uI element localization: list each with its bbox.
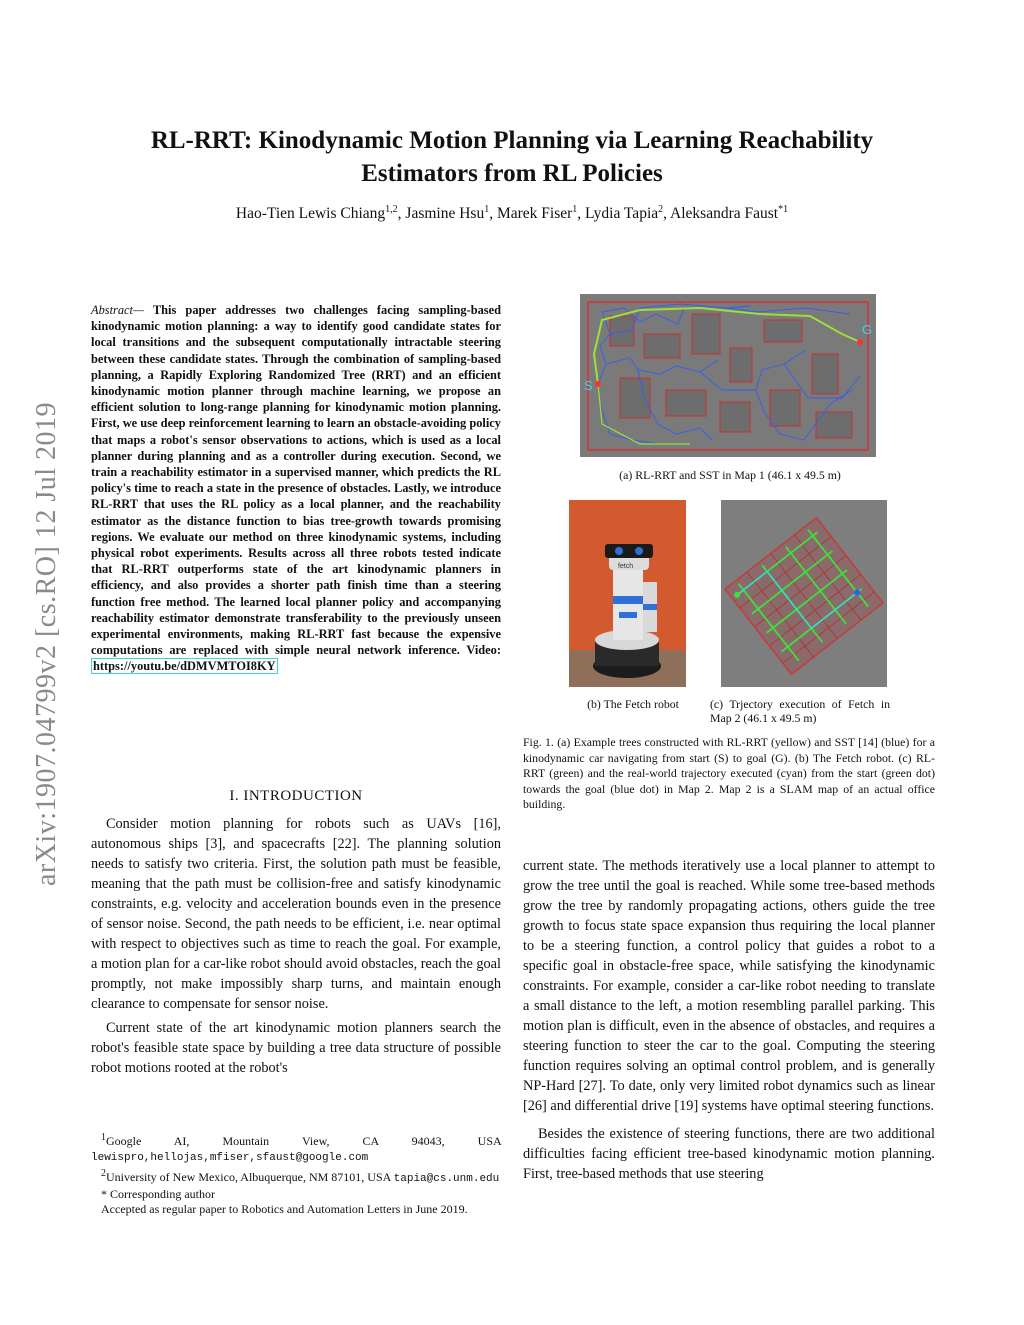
robot-brand-label: fetch	[618, 563, 634, 570]
map1-image	[580, 294, 876, 457]
author: Jasmine Hsu	[405, 205, 485, 223]
figure-c-map2	[721, 500, 887, 687]
footnote-mark: 2	[101, 1168, 106, 1179]
paragraph: Current state of the art kinodynamic motion planners search the robot's feasible state space by building a tree data structure of possible robot motions rooted at the robot's	[91, 1020, 501, 1076]
author-affiliation: *1	[778, 204, 789, 215]
footnote-corresponding: * Corresponding author	[101, 1187, 215, 1201]
abstract-label: Abstract	[91, 303, 133, 317]
figure-caption: Fig. 1. (a) Example trees constructed with RL-RRT (yellow) and SST [14] (blue) for a kinodynamic car navigating from start (S) to goal (G). (b) The Fetch robot. (c) RL-RRT (green) and the real-world trajectory executed (cyan) from the start (green dot) towards the goal (blue dot) in Map 2. Map 2 is a SLAM map of an actual office building.	[523, 735, 935, 811]
footnote-affiliation: University of New Mexico, Albuquerque, NM 87101, USA	[106, 1170, 391, 1184]
section-heading: I. INTRODUCTION	[229, 788, 363, 804]
author: Marek Fiser	[496, 205, 573, 223]
author-affiliation: 2	[658, 204, 664, 215]
figure-b-robot-photo	[569, 500, 686, 687]
fetch-robot-image	[569, 500, 686, 687]
footnote-affiliation: Google AI, Mountain View, CA 94043, USA	[106, 1134, 501, 1148]
video-link[interactable]: https://youtu.be/dDMVMTOI8KY	[93, 659, 276, 674]
author-affiliation: 1	[484, 204, 490, 215]
arxiv-identifier: arXiv:1907.04799v2 [cs.RO] 12 Jul 2019	[31, 401, 62, 887]
paragraph: current state. The methods iteratively use a local planner to attempt to grow the tree until the goal is reached. While some tree-based methods grow the tree by randomly propagating actions, others guide the tree growth to focus state space expansion thus requiring the local planner to be a steering function, a control policy that guides a robot to a specific goal in obstacle-free space, while satisfying the kinodynamic constraints. For example, consider a car-like robot needing to translate a small distance to the left, a motion resembling parallel parking. This motion plan is difficult, even in the absence of obstacles, and requires a steering function to steer the car to the goal. Computing the steering function requires solving an optimal control problem, and is generally NP-Hard [27]. To date, only very limited robot dynamics such as linear [26] and differential drive [19] systems have optimal steering functions.	[523, 858, 935, 1114]
paragraph: Besides the existence of steering functions, there are two additional difficulties facing efficient tree-based kinodynamic motion planning. First, tree-based methods that use steering	[523, 1126, 935, 1182]
paragraph: Consider motion planning for robots such as UAVs [16], autonomous ships [3], and spacecrafts [22]. The planning solution needs to satisfy two criteria. First, the solution path must be feasible, meaning that the path must be collision-free and satisfy kinodynamic constraints, e.g. velocity and acceleration bounds even in the presence of sensor noise. Second, the path needs to be efficient, i.e. near optimal with respect to objectives such as time to reach the goal. For example, a motion plan for a car-like robot should avoid obstacles, reach the goal promptly, not make impossibly sharp turns, and maintain enough clearance to compensate for sensor noise.	[91, 816, 501, 1012]
author: Lydia Tapia	[585, 205, 659, 223]
subcaption-a: (a) RL-RRT and SST in Map 1 (46.1 x 49.5 m)	[619, 468, 841, 482]
abstract: Abstract— This paper addresses two challenges facing sampling-based kinodynamic motion planning: a way to identify good candidate states for local transitions and the subsequent computationally intractable steering between these candidate states. Through the combination of sampling-based planning, a Rapidly Exploring Randomized Tree (RRT) and an efficient kinodynamic motion planner through machine learning, we propose an efficient solution to long-range planning for kinodynamic motion planning. First, we use deep reinforcement learning to learn an obstacle-avoiding policy that maps a robot's sensor observations to actions, which is used as a local planner during planning and as a controller during execution. Second, we train a reachability estimator in a supervised manner, which predicts the RL policy's time to reach a state in the presence of obstacles. Lastly, we introduce RL-RRT that uses the RL policy as a local planner, and the reachability estimator as the distance function to bias tree-growth towards promising regions. We evaluate our method on three kinodynamic systems, including physical robot experiments. Results across all three robots tested indicate that RL-RRT outperforms state of the art kinodynamic planners in efficiency, and also provides a shorter path finish time than a steering function free method. The learned local planner policy and accompanying reachability estimator demonstrate transferability to the previously unseen experimental environments, making RL-RRT fast because the expensive computations are replaced with simple neural network inference. Video: https://youtu.be/dDMVMTOI8KY	[91, 303, 501, 674]
start-label: S	[584, 378, 593, 393]
goal-label: G	[862, 322, 873, 337]
intro-left-column	[91, 814, 501, 1078]
footnote-email: tapia@cs.unm.edu	[393, 1173, 500, 1185]
author-affiliation: 1,2	[385, 204, 398, 215]
intro-right-column	[523, 856, 935, 1184]
map2-image	[721, 500, 887, 687]
footnotes	[91, 1130, 501, 1217]
author-affiliation: 1	[572, 204, 578, 215]
subcaption-c: (c) Trjectory execution of Fetch in Map 2 (46.1 x 49.5 m)	[710, 697, 890, 725]
footnote-accepted: Accepted as regular paper to Robotics and Automation Letters in June 2019.	[101, 1202, 468, 1216]
abstract-text: This paper addresses two challenges facing sampling-based kinodynamic motion planning: a way to identify good candidate states for local transitions and the subsequent computationally intractable steering between these candidate states. Through the combination of sampling-based planning, a Rapidly Exploring Randomized Tree (RRT) and an efficient kinodynamic motion planner through machine learning, we propose an efficient solution to long-range planning for kinodynamic motion planning. First, we use deep reinforcement learning to learn an obstacle-avoiding policy that maps a robot's sensor observations to actions, which is used as a local planner during planning and as a controller during execution. Second, we train a reachability estimator in a supervised manner, which predicts the RL policy's time to reach a state in the presence of obstacles. Lastly, we introduce RL-RRT that uses the RL policy as a local planner, and the reachability estimator as the distance function to bias tree-growth towards promising regions. We evaluate our method on three kinodynamic systems, including physical robot experiments. Results across all three robots tested indicate that RL-RRT outperforms state of the art kinodynamic planners in efficiency, and also provides a shorter path finish time than a steering function free method. The learned local planner policy and accompanying reachability estimator demonstrate transferability to the previously unseen experimental environments, making RL-RRT fast because the expensive computations are replaced with simple neural network inference. Video:	[91, 303, 501, 658]
paper-title: RL-RRT: Kinodynamic Motion Planning via Learning Reachability Estimators from RL Policies	[150, 127, 874, 187]
author: Aleksandra Faust	[670, 205, 779, 223]
subcaption-b: (b) The Fetch robot	[587, 697, 679, 711]
figure-a-map	[580, 294, 876, 457]
footnote-email: lewispro,hellojas,mfiser,sfaust@google.com	[91, 1152, 369, 1164]
author: Hao-Tien Lewis Chiang	[235, 205, 386, 223]
author-list: Hao-Tien Lewis Chiang$^{1,2}$, Jasmine Hsu$^1$, Marek Fiser$^1$, Lydia Tapia$^2$, Aleksandra Faust$^{*1}$	[235, 204, 789, 223]
footnote-mark: 1	[101, 1132, 106, 1143]
